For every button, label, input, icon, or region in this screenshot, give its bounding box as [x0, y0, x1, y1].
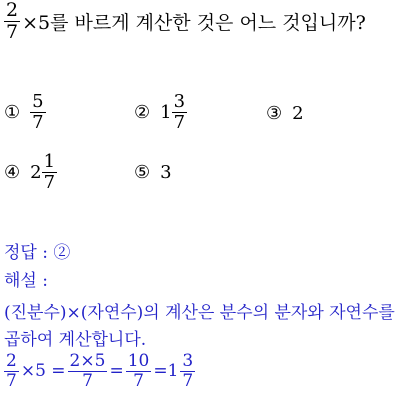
answer-label: 정답 : ②	[4, 243, 71, 263]
choice-3[interactable]	[266, 103, 304, 124]
explanation-line-2: 곱하여 계산합니다.	[4, 330, 147, 350]
choice-5[interactable]	[134, 162, 172, 183]
explanation-label: 해설 :	[4, 271, 48, 291]
choice-1-marker: ①	[4, 101, 21, 123]
choice-5-marker: ⑤	[134, 162, 151, 183]
choice-4-marker: ④	[4, 161, 21, 183]
calc-eq-1: =1	[153, 361, 179, 382]
choice-4[interactable]	[4, 152, 57, 193]
question-frac-num: 2	[6, 0, 19, 21]
choice-4-whole: 2	[30, 161, 42, 183]
explanation-line-1: (진분수)×(자연수)의 계산은 분수의 분자와 자연수를	[4, 303, 395, 323]
calc-eq: =	[109, 361, 124, 382]
choice-2-marker: ②	[134, 101, 151, 123]
calc-times5: ×5 =	[20, 361, 66, 382]
question-frac-den: 7	[6, 20, 19, 43]
choice-1[interactable]	[4, 92, 46, 133]
question-text: ×5를 바르게 계산한 것은 어느 것입니까?	[22, 11, 366, 34]
question-fraction	[4, 0, 20, 43]
choice-4-fraction: $\frac{1}{7}$	[43, 151, 56, 193]
choice-2[interactable]	[134, 92, 187, 133]
choice-2-fraction: $\frac{3}{7}$	[173, 91, 186, 133]
question	[4, 0, 366, 43]
calc-fraction-1: $\frac{2}{7}$	[6, 351, 17, 391]
choice-5-value: 3	[160, 162, 172, 183]
calc-fraction-3: $\frac{10}{7}$	[127, 351, 150, 391]
calc-fraction-2: $\frac{2\times 5}{7}$	[69, 351, 106, 391]
calculation	[4, 352, 195, 390]
choice-1-fraction: $\frac{5}{7}$	[32, 91, 44, 133]
choice-2-whole: 1	[160, 101, 172, 123]
choice-3-value: 2	[292, 103, 304, 124]
choice-3-marker: ③	[266, 103, 283, 124]
calc-fraction-4: $\frac{3}{7}$	[182, 351, 194, 391]
